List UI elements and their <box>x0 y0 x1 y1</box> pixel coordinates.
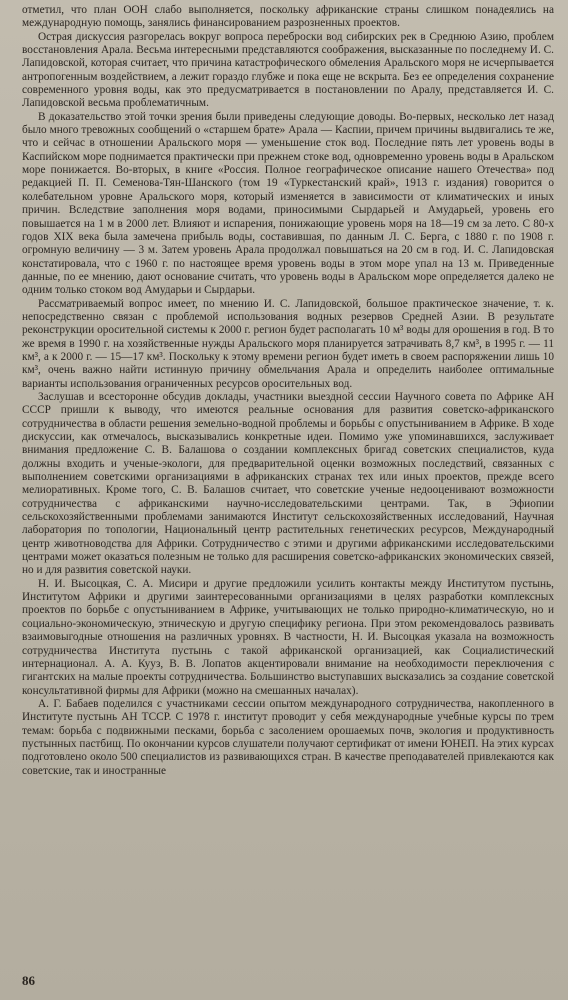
paragraph-5: Заслушав и всесторонне обсудив доклады, участники выездной сессии Научного совета по Африке АН СССР пришли к выводу, что имеются реальные основания для развития советско-африканского сотрудничества в области решения земельно-водной проблемы и борьбы с опустыниванием в Африке. В ходе дискуссии, как отмечалось, высказывались конкретные идеи. Помимо уже упоминавшихся, заслуживает внимания предложение С. В. Балашова о создании комплексных бригад советских специалистов, куда должны входить и ученые-экологи, для предварительной оценки возможных последствий, связанных с выполнением советскими организациями в африканских странах тех или иных проектов, прежде всего мелиоративных. Кроме того, С. В. Балашов считает, что советские ученые недооценивают возможности сотрудничества с африканскими научно-исследовательскими центрами. Так, в Эфиопии сельскохозяйственными проблемами занимаются Институт сельскохозяйственных исследований, Научная лаборатория по топологии, Национальный центр растительных генетических ресурсов, Международный центр животноводства для Африки. Сотрудничество с этими и другими африканскими исследовательскими центрами может оказаться полезным не только для расширения советско-африканских экономических связей, но и для развития советской науки. <box>22 390 554 577</box>
paragraph-7: А. Г. Бабаев поделился с участниками сессии опытом международного сотрудничества, накопленного в Институте пустынь АН ТССР. С 1978 г. институт проводит у себя международные учебные курсы по трем темам: борьба с подвижными песками, борьба с засолением орошаемых почв, экология и продуктивность пустынных пастбищ. По окончании курсов слушатели получают сертификат от имени ЮНЕП. На этих курсах подготовлено около 500 специалистов из развивающихся стран. В качестве преподавателей привлекаются как советские, так и иностранные <box>22 697 554 777</box>
paragraph-2: Острая дискуссия разгорелась вокруг вопроса переброски вод сибирских рек в Среднюю Азию, проблем восстановления Арала. Весьма интересными представляются соображения, высказанные по последнему И. С. Лапидовской, которая считает, что причина катастрофического обмеления Аральского моря не исчерпывается антропогенным воздействием, а лежит гораздо глубже и пока еще не вскрыта. Без ее определения сохранение современного уровня воды, как это предусматривается в постановлении по Аралу, представляется И. С. Лапидовской весьма проблематичным. <box>22 30 554 110</box>
paragraph-6: Н. И. Высоцкая, С. А. Мисири и другие предложили усилить контакты между Институтом пустынь, Институтом Африки и другими заинтересованными организациями в целях разработки комплексных проектов по борьбе с опустыниванием в Африке, учитывающих не только природно-климатическую, но и социально-экономическую, этническую и другую специфику региона. При этом рекомендовалось развивать взаимовыгодные отношения на различных уровнях. В частности, Н. И. Высоцкая указала на возможность сотрудничества Института пустынь с такой африканской организацией, как Социалистический интернационал. А. А. Кууз, В. В. Лопатов акцентировали внимание на необходимости переключения с гигантских на малые проекты сотрудничества. Большинство выступавших высказались за создание советской консультативной фирмы для Африки (можно на смешанных началах). <box>22 577 554 697</box>
paragraph-3: В доказательство этой точки зрения были приведены следующие доводы. Во-первых, несколько лет назад было много тревожных сообщений о «старшем брате» Арала — Каспии, причем причины выдвигались те же, что и сейчас в отношении Аральского моря — уменьшение сток вод. Последние пять лет уровень воды в Каспийском море поднимается практически при прежнем стоке вод, одновременно уровень воды в Аральском море понижается. Во-вторых, в книге «Россия. Полное географическое описание нашего Отечества» под редакцией П. П. Семенова-Тян-Шанского (том 19 «Туркестанский край», 1913 г. издания) говорится о колебательном уровне Аральского моря, который изменяется в зависимости от климатических и иных причин. Вследствие заполнения моря водами, приносимыми Сырдарьей и Амударьей, уровень его повышается на 1 м в 2000 лет. Влияют и испарения, понижающие уровень моря на 18—19 см за лето. С 80-х годов XIX века была замечена прибыль воды, составившая, по данным Л. С. Берга, с 1880 г. по 1908 г. огромную величину — 3 м. Затем уровень Арала продолжал повышаться на 20 см в год. И. С. Лапидовская констатировала, что с 1960 г. по настоящее время уровень воды в этом море упал на 13 м. Приведенные данные, по ее мнению, дают основание считать, что уровень воды в Аральском море определяется далеко не одним только стоком вод Амударьи и Сырдарьи. <box>22 110 554 297</box>
page-number: 86 <box>22 973 35 988</box>
paragraph-1: отметил, что план ООН слабо выполняется, поскольку африканские страны слишком понадеялись на международную помощь, занялись финансированием разрозненных проектов. <box>22 4 554 30</box>
page-text <box>22 4 554 778</box>
paragraph-4: Рассматриваемый вопрос имеет, по мнению И. С. Лапидовской, большое практическое значение, т. к. непосредственно связан с проблемой использования водных резервов Средней Азии. В результате реконструкции оросительной системы к 2000 г. регион будет располагать 10 м³ воды для орошения в год. В то же время в 1990 г. на хозяйственные нужды Аральского моря планируется затрачивать 8,7 км³, в 1995 г. — 11 км³, а к 2000 г. — 15—17 км³. Поскольку к этому времени регион будет иметь в своем распоряжении лишь 10 км³, очень важно найти истинную причину обмельчания Арала и определить наиболее оптимальные варианты использования ограниченных ресурсов оросительных вод. <box>22 297 554 390</box>
